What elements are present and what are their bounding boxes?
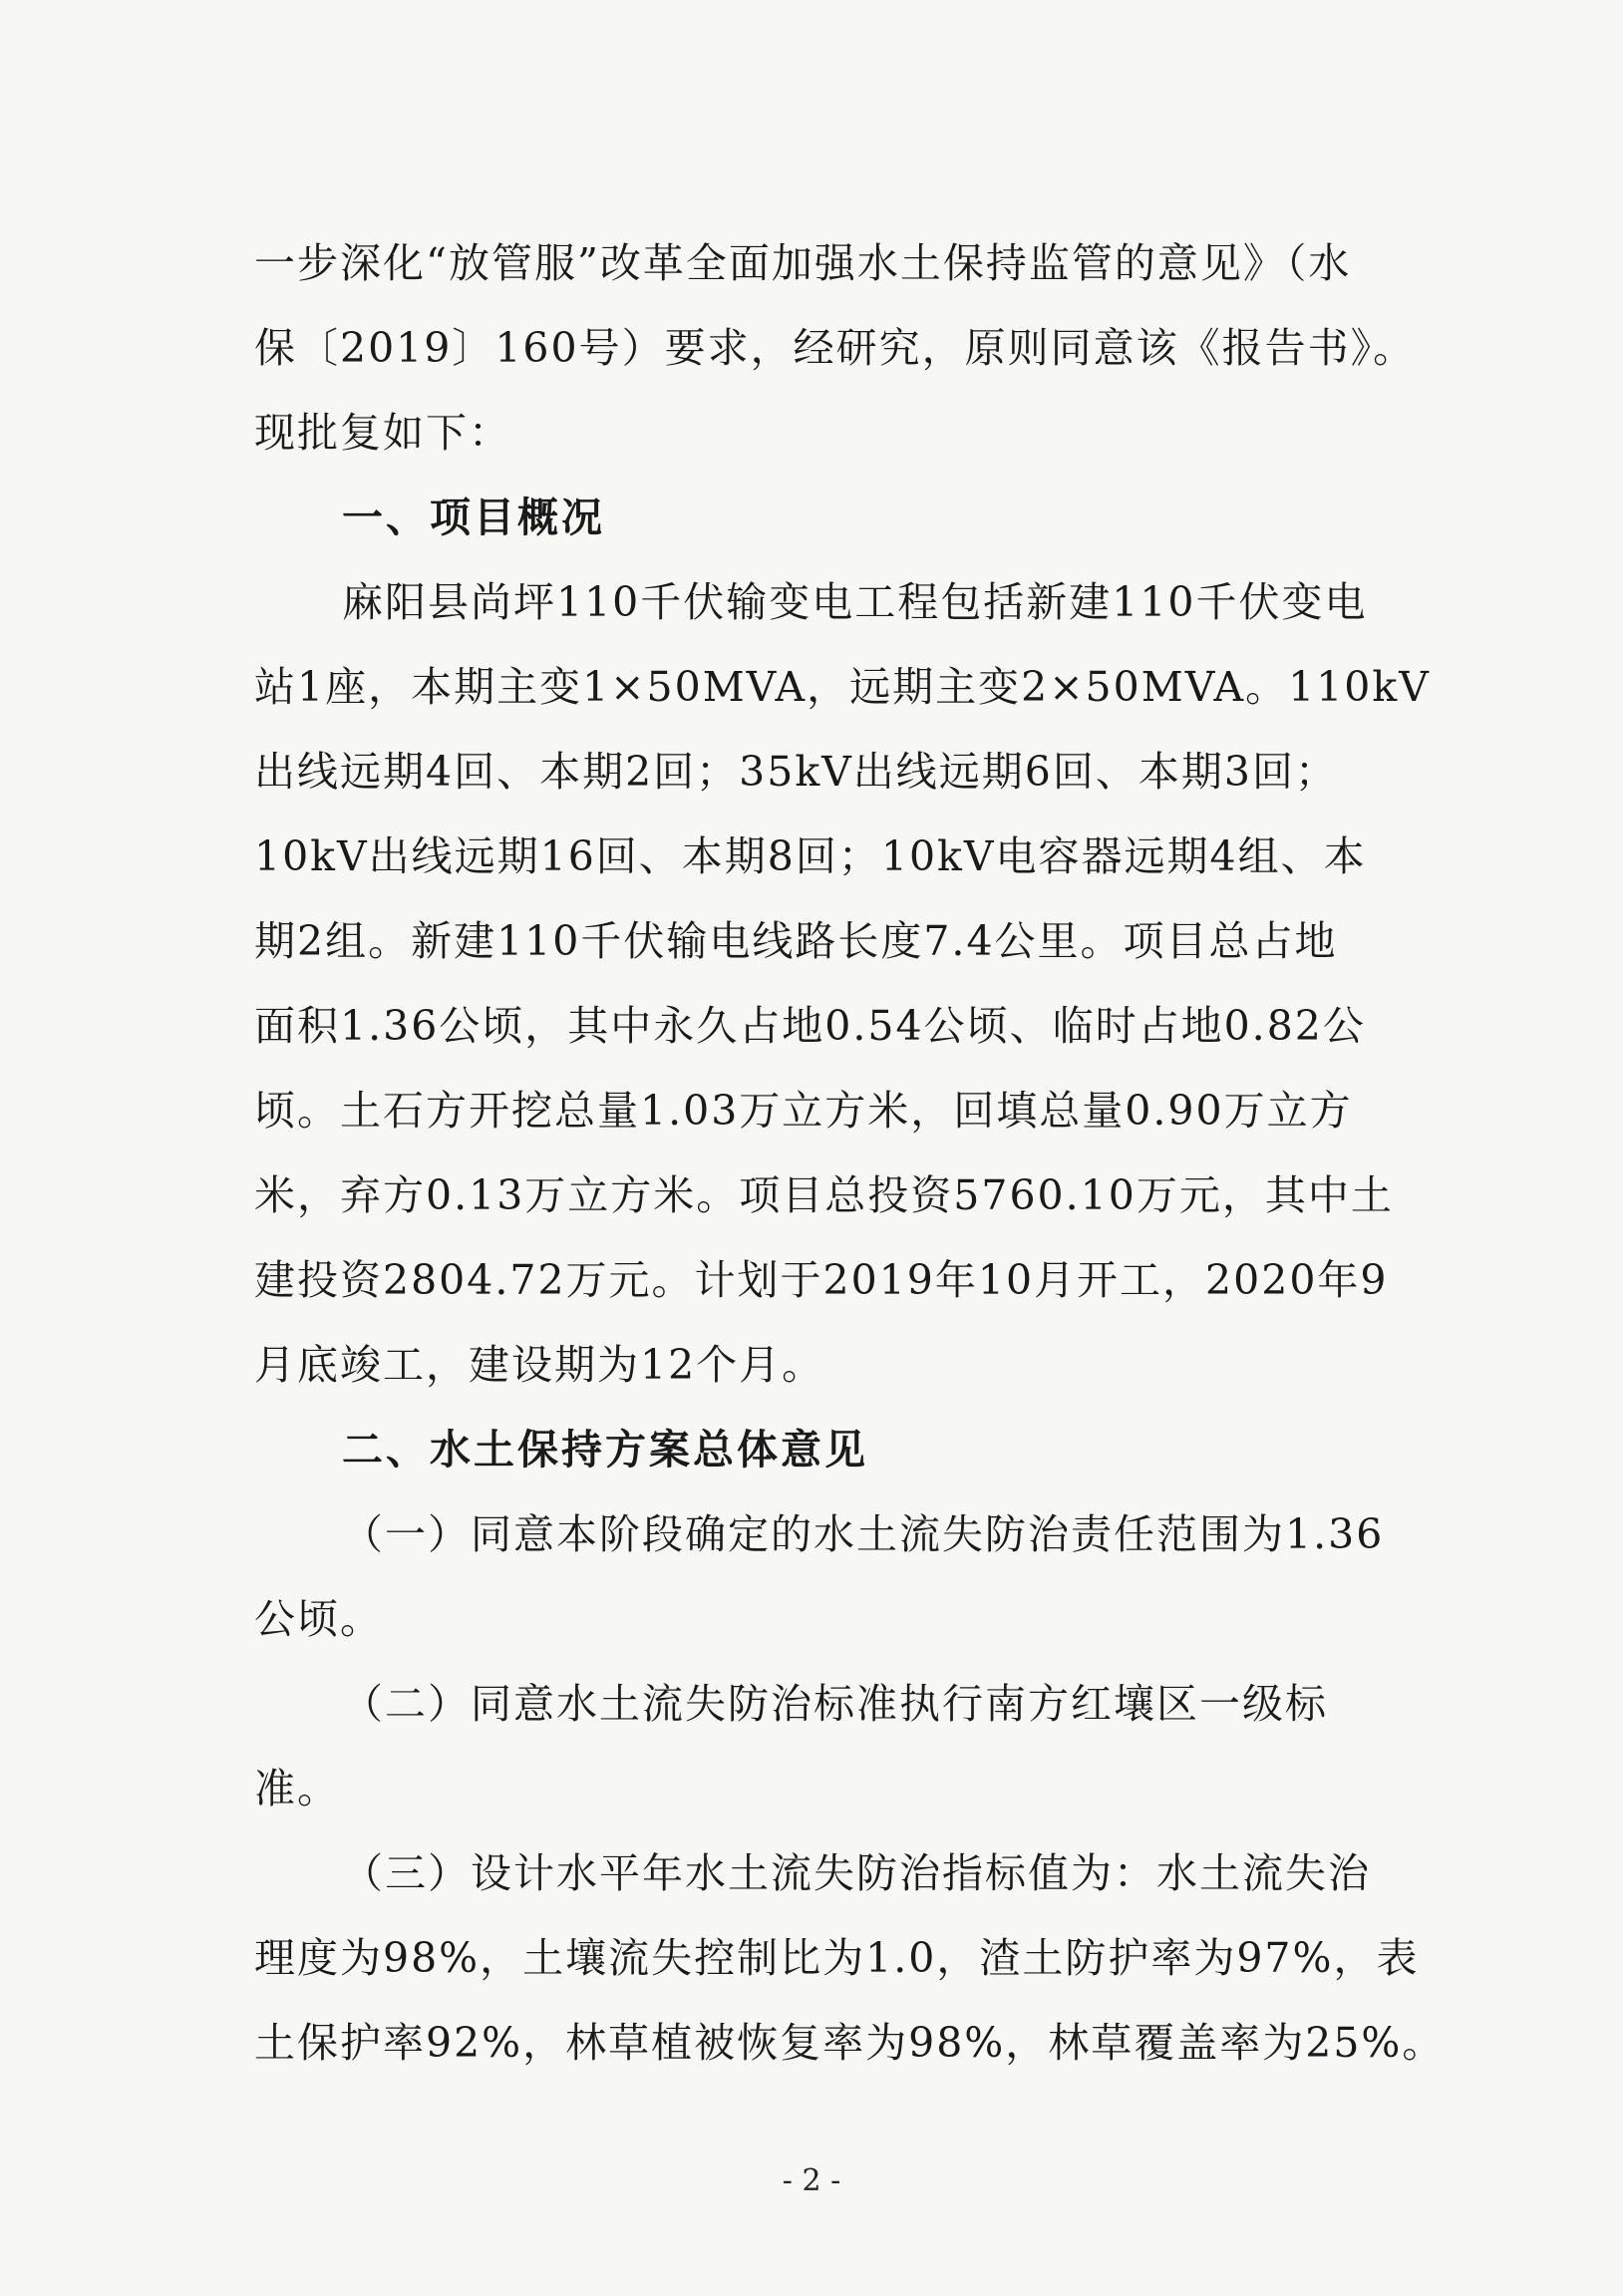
text-line: 公顷。 <box>254 1595 383 1643</box>
text-line: 土保护率92%，林草植被恢复率为98%，林草覆盖率为25%。 <box>254 2019 1446 2067</box>
text-line: 月底竣工，建设期为12个月。 <box>254 1341 825 1389</box>
text-line: 一步深化“放管服”改革全面加强水土保持监管的意见》（水 <box>254 239 1352 287</box>
text-line: 理度为98%，土壤流失控制比为1.0，渣土防护率为97%，表 <box>254 1934 1420 1982</box>
text-line: （二）同意水土流失防治标准执行南方红壤区一级标 <box>342 1680 1328 1728</box>
text-line: （一）同意本阶段确定的水土流失防治责任范围为1.36 <box>342 1510 1385 1558</box>
section-heading: 一、项目概况 <box>342 493 605 541</box>
text-line: 顷。土石方开挖总量1.03万立方米，回填总量0.90万立方 <box>254 1087 1353 1135</box>
text-line: 米，弃方0.13万立方米。项目总投资5760.10万元，其中土 <box>254 1171 1394 1219</box>
text-line: 面积1.36公顷，其中永久占地0.54公顷、临时占地0.82公 <box>254 1002 1366 1050</box>
text-line: 保〔2019〕160号）要求，经研究，原则同意该《报告书》。 <box>254 324 1417 372</box>
document-body <box>254 221 1446 2086</box>
text-line: 现批复如下： <box>254 409 511 457</box>
text-line: 站1座，本期主变1×50MVA，远期主变2×50MVA。110kV <box>254 663 1431 711</box>
text-line: 准。 <box>254 1765 340 1812</box>
text-line: （三）设计水平年水土流失防治指标值为：水土流失治 <box>342 1849 1371 1897</box>
text-line: 10kV出线远期16回、本期8回；10kV电容器远期4组、本 <box>254 832 1367 880</box>
text-line: 麻阳县尚坪110千伏输变电工程包括新建110千伏变电 <box>342 578 1368 626</box>
section-heading: 二、水土保持方案总体意见 <box>342 1426 868 1474</box>
text-line: 建投资2804.72万元。计划于2019年10月开工，2020年9 <box>254 1256 1389 1304</box>
page-number: - 2 - <box>782 2163 841 2198</box>
text-line: 出线远期4回、本期2回；35kV出线远期6回、本期3回； <box>254 748 1338 796</box>
text-line: 期2组。新建110千伏输电线路长度7.4公里。项目总占地 <box>254 917 1338 965</box>
